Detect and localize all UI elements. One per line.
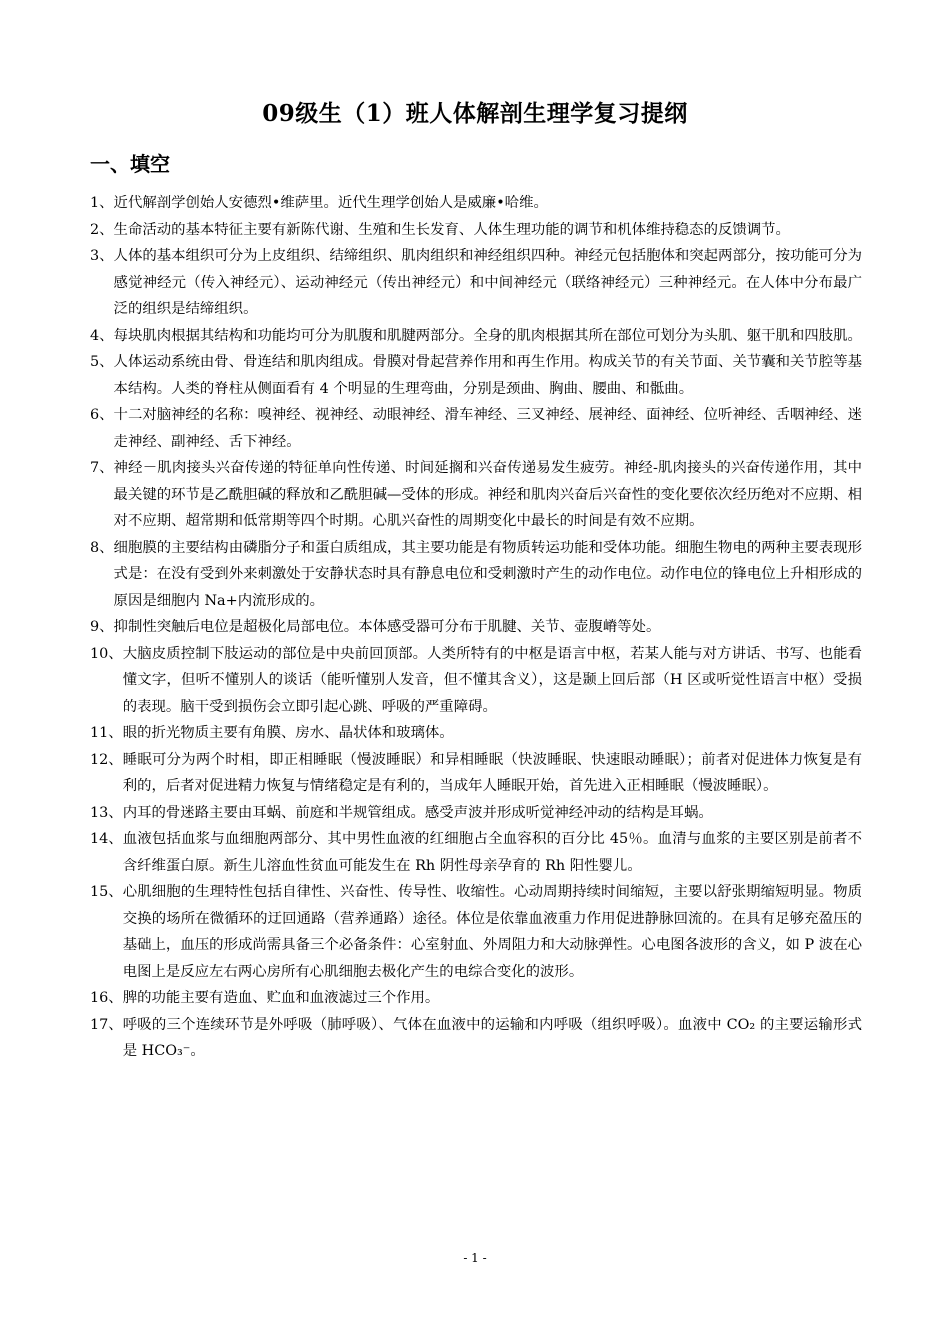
item-number: 4、 bbox=[90, 327, 114, 344]
item-text: 内耳的骨迷路主要由耳蜗、前庭和半规管组成。感受声波并形成听觉神经冲动的结构是耳蜗。 bbox=[122, 804, 713, 821]
item-text: 心肌细胞的生理特性包括自律性、兴奋性、传导性、收缩性。心动周期持续时间缩短，主要以舒张期缩短明显。物质交换的场所在微循环的迂回通路（营养通路）途径。体位是依靠血液重力作用促进静脉回流的。在具有足够充盈压的基础上，血压的形成尚需具备三个必备条件：心室射血、外周阻力和大动脉弹性。心电图各波形的含义，如 P 波在心电图上是反应左右两心房所有心肌细胞去极化产生的电综合变化的波形。 bbox=[122, 884, 862, 980]
list-item bbox=[90, 747, 862, 800]
item-text: 抑制性突触后电位是超极化局部电位。本体感受器可分布于肌腱、关节、壶腹嵴等处。 bbox=[113, 619, 661, 635]
item-number: 2、 bbox=[90, 221, 114, 238]
item-number: 3、 bbox=[90, 248, 114, 264]
item-text: 血液包括血浆与血细胞两部分、其中男性血液的红细胞占全血容积的百分比 45％。血清与血浆的主要区别是前者不含纤维蛋白原。新生儿溶血性贫血可能发生在 Rh 阴性母亲孕育的 Rh 阳性婴儿。 bbox=[122, 831, 862, 874]
item-number: 10、 bbox=[90, 645, 123, 662]
list-item bbox=[90, 720, 862, 747]
list-item bbox=[90, 455, 862, 535]
item-text: 神经－肌肉接头兴奋传递的特征单向性传递、时间延搁和兴奋传递易发生疲劳。神经-肌肉接头的兴奋传递作用，其中最关键的环节是乙酰胆碱的释放和乙酰胆碱—受体的形成。神经和肌肉兴奋后兴奋性的变化要依次经历绝对不应期、相对不应期、超常期和低常期等四个时期。心肌兴奋性的周期变化中最长的时间是有效不应期。 bbox=[113, 460, 862, 529]
item-number: 1、 bbox=[90, 195, 114, 211]
page-number: - 1 - bbox=[463, 1251, 487, 1265]
item-number: 15、 bbox=[90, 884, 123, 900]
item-number: 9、 bbox=[90, 619, 114, 635]
list-item bbox=[90, 641, 862, 721]
item-text: 人体的基本组织可分为上皮组织、结缔组织、肌肉组织和神经组织四种。神经元包括胞体和突起两部分，按功能可分为感觉神经元（传入神经元）、运动神经元（传出神经元）和中间神经元（联络神经元）三种神经元。在人体中分布最广泛的组织是结缔组织。 bbox=[113, 248, 862, 317]
list-item bbox=[90, 614, 862, 641]
list-item bbox=[90, 879, 862, 985]
item-text: 生命活动的基本特征主要有新陈代谢、生殖和生长发育、人体生理功能的调节和机体维持稳态的反馈调节。 bbox=[113, 221, 790, 238]
item-text: 眼的折光物质主要有角膜、房水、晶状体和玻璃体。 bbox=[122, 725, 454, 741]
item-number: 6、 bbox=[90, 407, 114, 423]
section-heading: 一、填空 bbox=[90, 152, 170, 176]
fill-in-list bbox=[90, 190, 862, 1065]
item-text: 脾的功能主要有造血、贮血和血液滤过三个作用。 bbox=[122, 990, 440, 1006]
list-item bbox=[90, 800, 862, 827]
item-number: 8、 bbox=[90, 539, 114, 556]
list-item bbox=[90, 349, 862, 402]
item-text: 每块肌肉根据其结构和功能均可分为肌腹和肌腱两部分。全身的肌肉根据其所在部位可划分为头肌、躯干肌和四肢肌。 bbox=[113, 327, 862, 344]
item-number: 14、 bbox=[90, 831, 123, 847]
item-number: 17、 bbox=[90, 1016, 123, 1033]
list-item bbox=[90, 190, 862, 217]
item-number: 11、 bbox=[90, 725, 123, 741]
list-item bbox=[90, 323, 862, 350]
list-item bbox=[90, 826, 862, 879]
item-text: 近代解剖学创始人安德烈•维萨里。近代生理学创始人是威廉•哈维。 bbox=[113, 195, 548, 211]
item-text: 十二对脑神经的名称：嗅神经、视神经、动眼神经、滑车神经、三叉神经、展神经、面神经、位听神经、舌咽神经、迷走神经、副神经、舌下神经。 bbox=[113, 407, 862, 450]
item-number: 5、 bbox=[90, 354, 114, 370]
item-number: 16、 bbox=[90, 990, 123, 1006]
list-item bbox=[90, 402, 862, 455]
item-text: 细胞膜的主要结构由磷脂分子和蛋白质组成，其主要功能是有物质转运功能和受体功能。细胞生物电的两种主要表现形式是：在没有受到外来刺激处于安静状态时具有静息电位和受刺激时产生的动作电位。动作电位的锋电位上升相形成的原因是细胞内 Na+内流形成的。 bbox=[113, 539, 862, 609]
list-item bbox=[90, 985, 862, 1012]
item-number: 13、 bbox=[90, 804, 123, 821]
list-item bbox=[90, 243, 862, 323]
item-text: 人体运动系统由骨、骨连结和肌肉组成。骨膜对骨起营养作用和再生作用。构成关节的有关节面、关节囊和关节腔等基本结构。人类的脊柱从侧面看有 4 个明显的生理弯曲，分别是颈曲、胸曲、腰曲、和骶曲。 bbox=[113, 354, 862, 397]
item-text: 大脑皮质控制下肢运动的部位是中央前回顶部。人类所特有的中枢是语言中枢，若某人能与对方讲话、书写、也能看懂文字，但听不懂别人的谈话（能听懂别人发音，但不懂其含义），这是颞上回后部（H 区或听觉性语言中枢）受损的表现。脑干受到损伤会立即引起心跳、呼吸的严重障碍。 bbox=[122, 645, 862, 715]
list-item bbox=[90, 535, 862, 615]
item-text: 呼吸的三个连续环节是外呼吸（肺呼吸）、气体在血液中的运输和内呼吸（组织呼吸）。血液中 CO₂ 的主要运输形式是 HCO₃⁻。 bbox=[122, 1016, 862, 1059]
item-text: 睡眠可分为两个时相，即正相睡眠（慢波睡眠）和异相睡眠（快波睡眠、快速眼动睡眠）；前者对促进体力恢复是有利的，后者对促进精力恢复与情绪稳定是有利的，当成年人睡眠开始，首先进入正相睡眠（慢波睡眠）。 bbox=[122, 751, 862, 794]
item-number: 12、 bbox=[90, 751, 123, 768]
list-item bbox=[90, 1012, 862, 1065]
document-title: 09级生（1）班人体解剖生理学复习提纲 bbox=[262, 100, 688, 127]
list-item bbox=[90, 217, 862, 244]
item-number: 7、 bbox=[90, 460, 114, 476]
